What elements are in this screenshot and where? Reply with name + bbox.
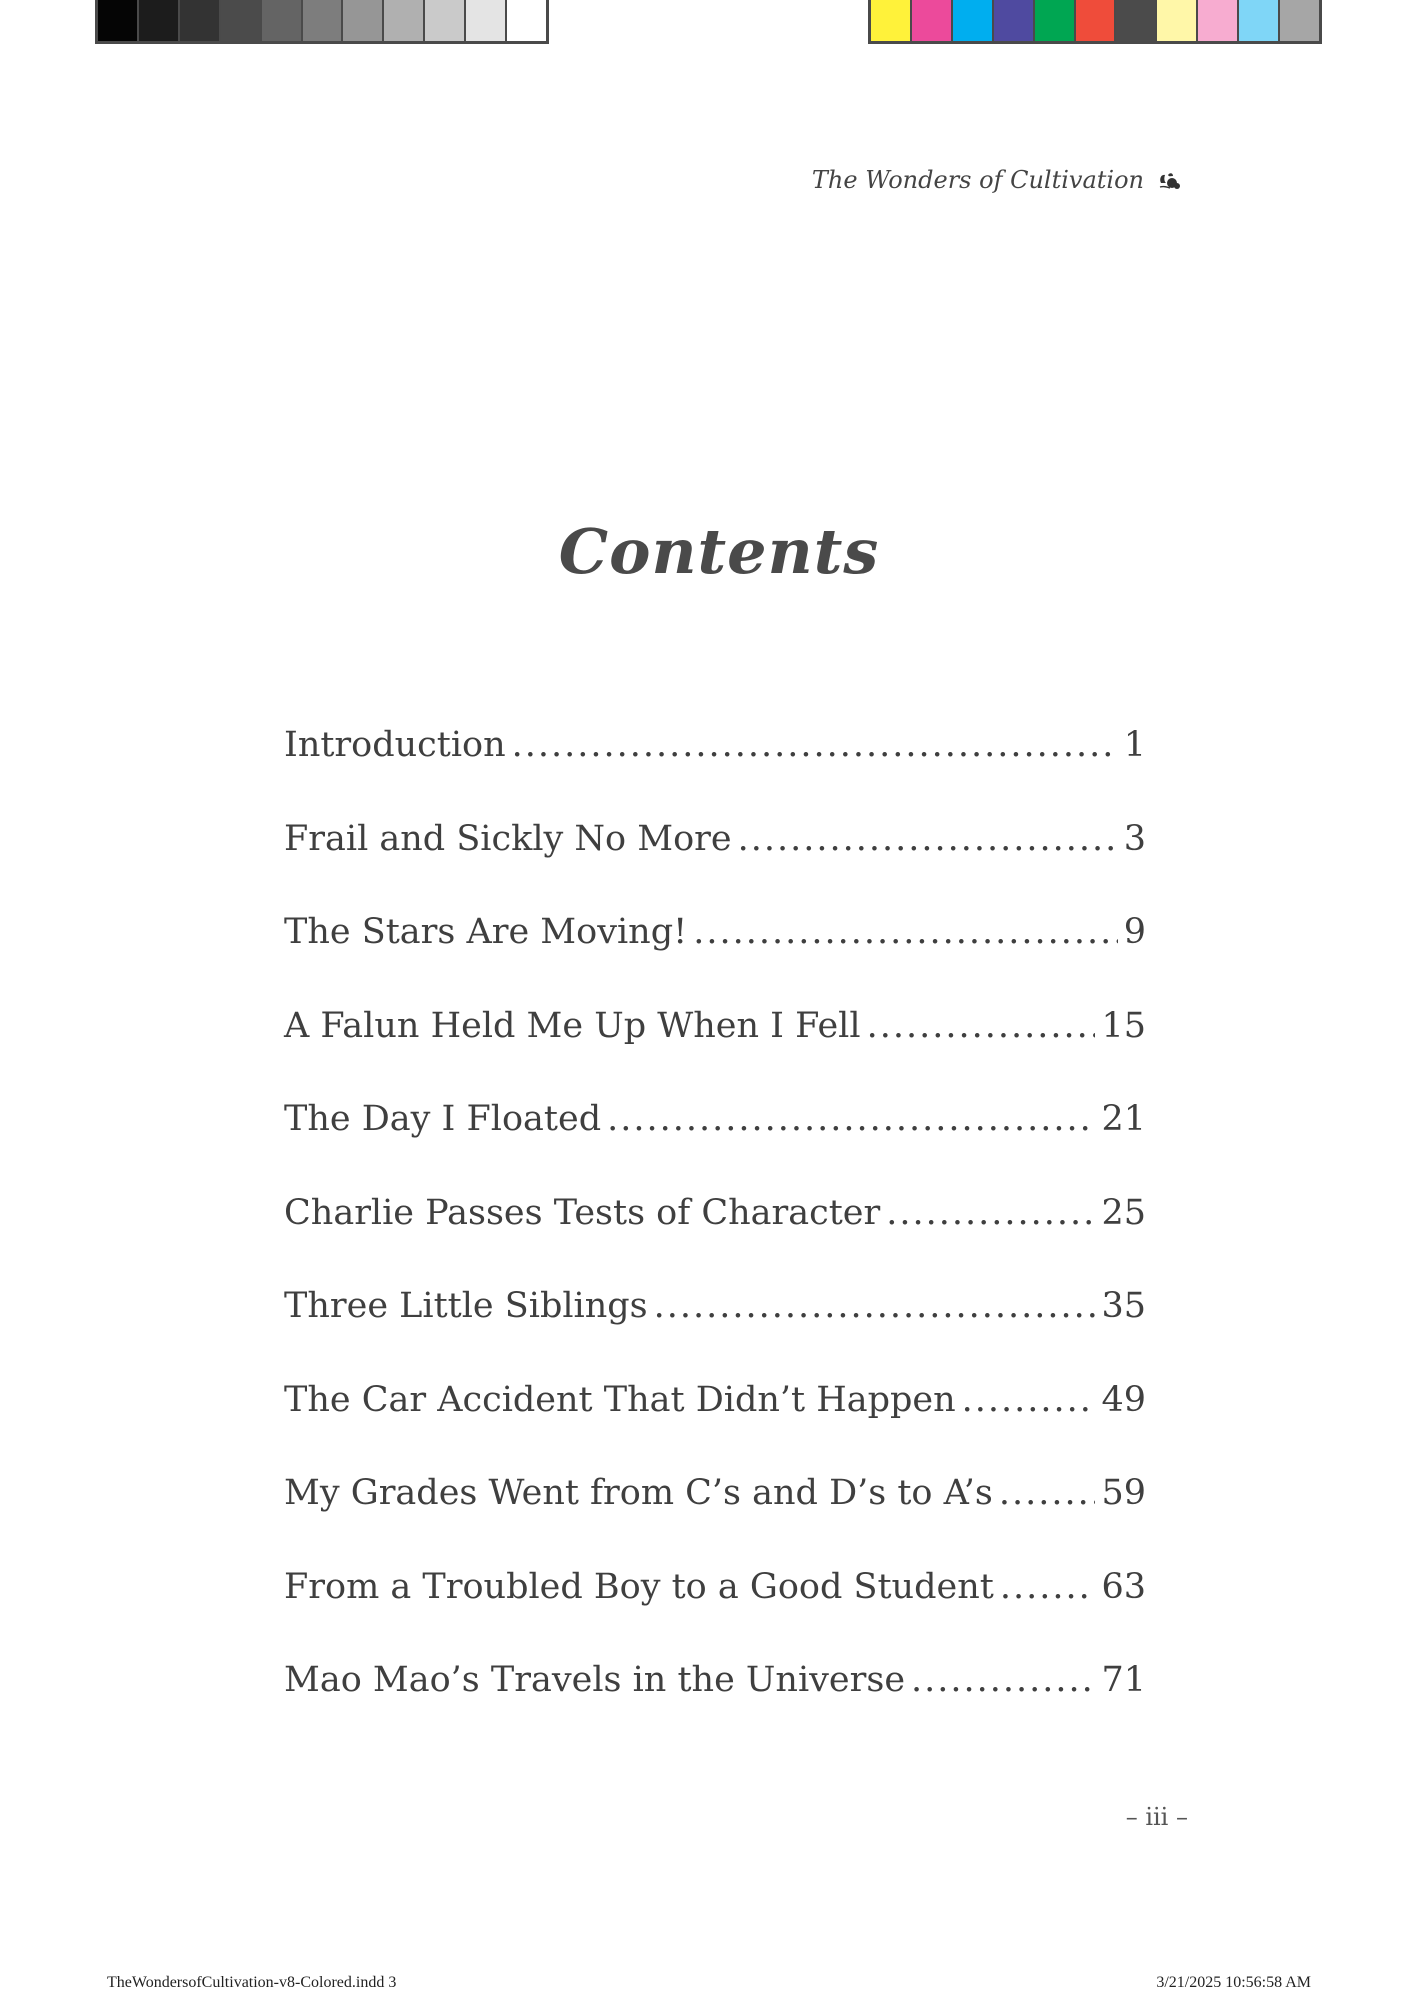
toc-entry-page: 71 (1101, 1660, 1146, 1700)
toc-entry-page: 35 (1101, 1286, 1146, 1326)
grayscale-swatch (507, 0, 546, 41)
running-header (812, 166, 1182, 194)
running-header-text: The Wonders of Cultivation (811, 166, 1144, 194)
toc-entry-page: 21 (1101, 1099, 1146, 1139)
process-color-swatch (1116, 0, 1157, 41)
toc-dot-leader (738, 819, 1118, 859)
toc-entry[interactable] (284, 1473, 1146, 1567)
toc-entry[interactable] (284, 1006, 1146, 1100)
toc-dot-leader (1000, 1567, 1096, 1607)
toc-entry[interactable] (284, 1380, 1146, 1474)
toc-dot-leader (607, 1099, 1095, 1139)
toc-entry-page: 63 (1101, 1566, 1146, 1607)
grayscale-color-bar (95, 0, 549, 44)
contents-title: Contents (558, 515, 880, 588)
toc-entry[interactable] (284, 1286, 1146, 1380)
floral-ornament-icon (1158, 169, 1182, 191)
toc-entry-title: Charlie Passes Tests of Character (284, 1192, 881, 1233)
process-color-swatch (1239, 0, 1280, 41)
process-color-swatch (953, 0, 994, 41)
toc-dot-leader (867, 1006, 1096, 1046)
grayscale-swatch (384, 0, 425, 41)
toc-entry-title: The Day I Floated (284, 1099, 602, 1139)
process-color-bar (868, 0, 1322, 44)
toc-entry-page: 3 (1123, 818, 1146, 859)
grayscale-swatch (139, 0, 180, 41)
toc-entry[interactable] (284, 819, 1146, 913)
slug-timestamp: 3/21/2025 10:56:58 AM (1156, 1974, 1311, 1991)
toc-dot-leader (911, 1660, 1095, 1700)
grayscale-swatch (466, 0, 507, 41)
toc-entry[interactable] (284, 1193, 1146, 1287)
toc-entry-title: A Falun Held Me Up When I Fell (284, 1005, 861, 1046)
toc-dot-leader (962, 1380, 1096, 1420)
toc-entry-page: 25 (1101, 1192, 1146, 1233)
process-color-swatch (1198, 0, 1239, 41)
toc-entry-title: The Car Accident That Didn’t Happen (284, 1379, 956, 1420)
toc-entry[interactable] (284, 725, 1146, 819)
toc-entry-title: My Grades Went from C’s and D’s to A’s (284, 1473, 993, 1513)
grayscale-swatch (425, 0, 466, 41)
process-color-swatch (994, 0, 1035, 41)
toc-entry-title: The Stars Are Moving! (284, 912, 688, 952)
toc-entry-page: 15 (1101, 1005, 1146, 1046)
toc-entry-page: 1 (1123, 725, 1146, 765)
process-color-swatch (871, 0, 912, 41)
process-color-swatch (1035, 0, 1076, 41)
page-number: – iii – (1125, 1803, 1188, 1831)
toc-entry-title: Mao Mao’s Travels in the Universe (284, 1660, 906, 1700)
grayscale-swatch (303, 0, 344, 41)
toc-entry[interactable] (284, 912, 1146, 1006)
grayscale-swatch (343, 0, 384, 41)
table-of-contents (284, 725, 1146, 1754)
toc-entry-page: 59 (1101, 1473, 1146, 1513)
process-color-swatch (1076, 0, 1117, 41)
toc-entry[interactable] (284, 1567, 1146, 1661)
process-color-swatch (1157, 0, 1198, 41)
toc-dot-leader (886, 1193, 1095, 1233)
toc-entry-page: 49 (1101, 1379, 1146, 1420)
toc-entry[interactable] (284, 1660, 1146, 1754)
toc-entry[interactable] (284, 1099, 1146, 1193)
grayscale-swatch (180, 0, 221, 41)
toc-dot-leader (654, 1286, 1096, 1326)
toc-entry-title: Three Little Siblings (284, 1286, 648, 1326)
slug-filename: TheWondersofCultivation-v8-Colored.indd 3 (107, 1974, 397, 1991)
toc-dot-leader (999, 1473, 1096, 1513)
grayscale-swatch (221, 0, 262, 41)
toc-dot-leader (693, 912, 1118, 952)
toc-dot-leader (512, 725, 1118, 765)
grayscale-swatch (262, 0, 303, 41)
toc-entry-title: From a Troubled Boy to a Good Student (284, 1566, 994, 1607)
process-color-swatch (1280, 0, 1319, 41)
grayscale-swatch (98, 0, 139, 41)
toc-entry-title: Frail and Sickly No More (284, 818, 732, 859)
toc-entry-title: Introduction (284, 725, 506, 765)
toc-entry-page: 9 (1123, 912, 1146, 952)
process-color-swatch (912, 0, 953, 41)
